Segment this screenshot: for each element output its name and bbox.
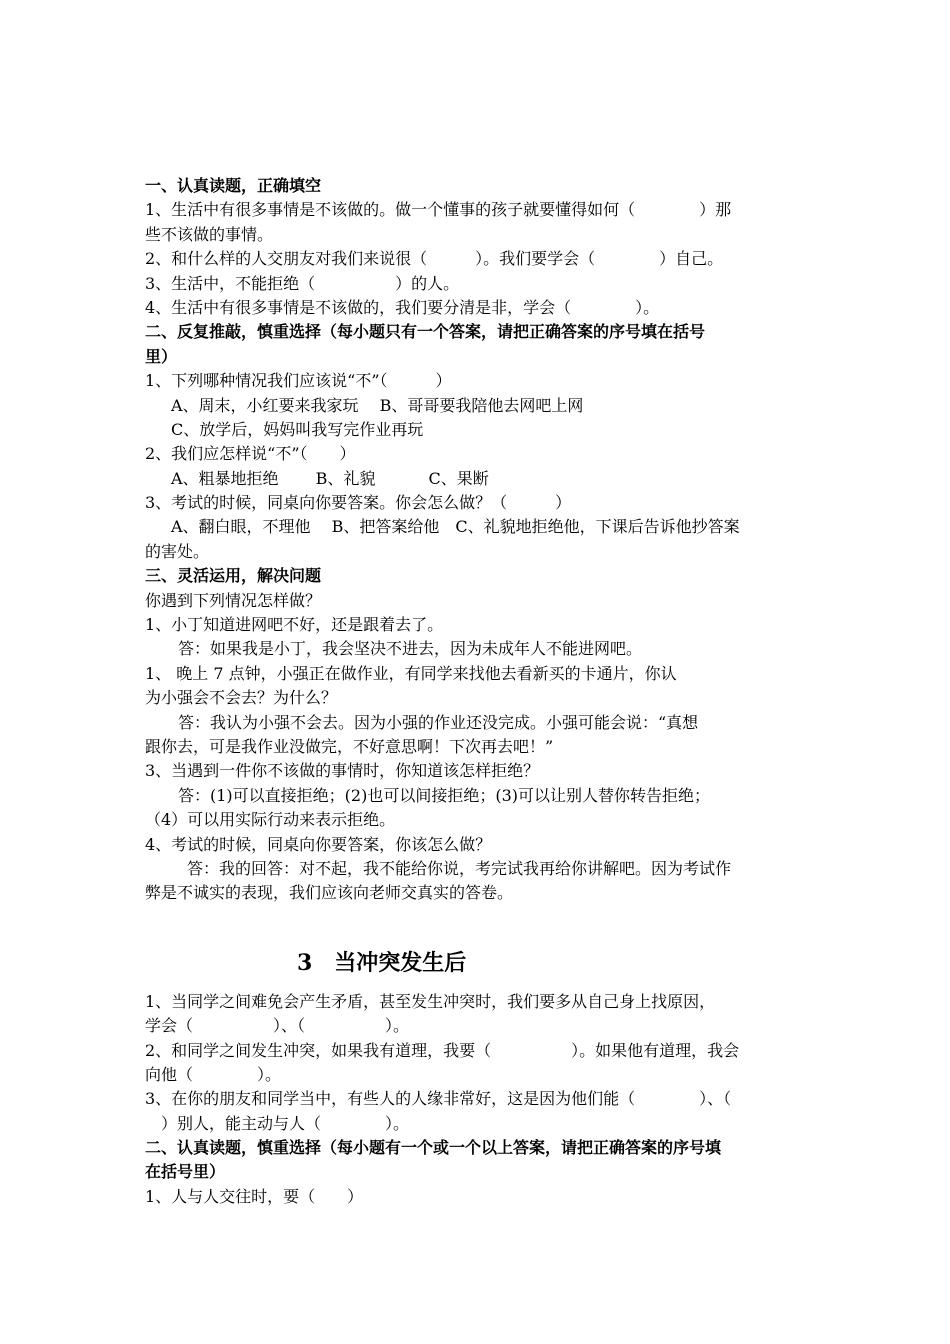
- section3-a1: 答：如果我是小丁，我会坚决不进去，因为未成年人不能进网吧。: [178, 639, 643, 659]
- lesson3-line-4: 向他（ ）。: [145, 1064, 282, 1084]
- section3-q1: 1、小丁知道进网吧不好，还是跟着去了。: [145, 615, 444, 635]
- section2-heading-1: 二、反复推敲，慎重选择（每小题只有一个答案，请把正确答案的序号填在括号: [145, 322, 706, 342]
- section3-a2-line-2: 跟你去，可是我作业没做完，不好意思啊！下次再去吧！”: [145, 736, 554, 756]
- lesson3-line-1: 1、当同学之间难免会产生矛盾，甚至发生冲突时，我们要多从自己身上找原因，: [145, 991, 716, 1011]
- section3-q3: 3、当遇到一件你不该做的事情时，你知道该怎样拒绝？: [145, 761, 540, 781]
- section3-q4: 4、考试的时候，同桌向你要答案，你该怎么做？: [145, 834, 492, 854]
- lesson3-line-2: 学会（ ）、（ ）。: [145, 1016, 410, 1036]
- lesson3-section2-heading-1: 二、认真读题，慎重选择（每小题有一个或一个以上答案，请把正确答案的序号填: [145, 1138, 722, 1158]
- section3-a3-line-1: 答：(1)可以直接拒绝；(2)也可以间接拒绝；(3)可以让别人替你转告拒绝；: [178, 785, 710, 805]
- section2-q3-options: A、翻白眼，不理他 B、把答案给他 C、礼貌地拒绝他，下课后告诉他抄答案: [171, 517, 740, 537]
- lesson3-section2-heading-2: 在括号里）: [145, 1162, 226, 1182]
- section2-q2: 2、我们应怎样说“不”（ ）: [145, 444, 356, 464]
- section1-line-5: 4、生活中有很多事情是不该做的，我们要分清是非，学会（ ）。: [145, 297, 660, 317]
- section2-q1-option-c: C、放学后，妈妈叫我写完作业再玩: [171, 419, 424, 439]
- lesson3-line-6: ）别人，能主动与人（ ）。: [145, 1113, 410, 1133]
- section2-q3-continued: 的害处。: [145, 541, 210, 561]
- section1-heading: 一、认真读题，正确填空: [145, 176, 322, 195]
- section1-line-2: 些不该做的事情。: [145, 224, 274, 244]
- section3-heading: 三、灵活运用，解决问题: [145, 566, 322, 586]
- section1-line-3: 2、和什么样的人交朋友对我们来说很（ ）。我们要学会（ ）自己。: [145, 249, 724, 269]
- lesson3-line-3: 2、和同学之间发生冲突，如果我有道理，我要（ ）。如果他有道理，我会: [145, 1040, 740, 1060]
- section2-q3: 3、考试的时候，同桌向你要答案。你会怎么做？（ ）: [145, 493, 572, 513]
- section2-q2-options: A、粗暴地拒绝 B、礼貌 C、果断: [171, 468, 489, 488]
- lesson3-line-5: 3、在你的朋友和同学当中，有些人的人缘非常好，这是因为他们能（ ）、（: [145, 1089, 732, 1109]
- section3-q2-line-2: 为小强会不会去？为什么？: [145, 688, 338, 708]
- section2-q1-options-ab: A、周末，小红要来我家玩 B、哥哥要我陪他去网吧上网: [171, 395, 584, 415]
- document-page: [145, 174, 810, 1209]
- section3-a4-line-1: 答：我的回答：对不起，我不能给你说，考完试我再给你讲解吧。因为考试作: [187, 858, 732, 878]
- section3-intro: 你遇到下列情况怎样做？: [145, 590, 322, 610]
- lesson3-q1: 1、人与人交往时，要（ ）: [145, 1186, 364, 1206]
- section1-line-4: 3、生活中，不能拒绝（ ）的人。: [145, 273, 460, 293]
- section3-a2-line-1: 答：我认为小强不会去。因为小强的作业还没完成。小强可能会说：“真想: [178, 712, 699, 732]
- section3-a3-line-2: （4）可以用实际行动来表示拒绝。: [145, 810, 396, 830]
- section2-heading-2: 里）: [145, 346, 178, 366]
- section2-q1: 1、下列哪种情况我们应该说“不”（ ）: [145, 371, 452, 391]
- lesson3-title: 3 当冲突发生后: [297, 949, 467, 976]
- section1-line-1: 1、生活中有很多事情是不该做的。做一个懂事的孩子就要懂得如何（ ）那: [145, 200, 732, 220]
- section3-a4-line-2: 弊是不诚实的表现，我们应该向老师交真实的答卷。: [145, 883, 514, 903]
- section3-q2-line-1: 1、 晚上 7 点钟，小强正在做作业，有同学来找他去看新买的卡通片，你认: [145, 663, 677, 683]
